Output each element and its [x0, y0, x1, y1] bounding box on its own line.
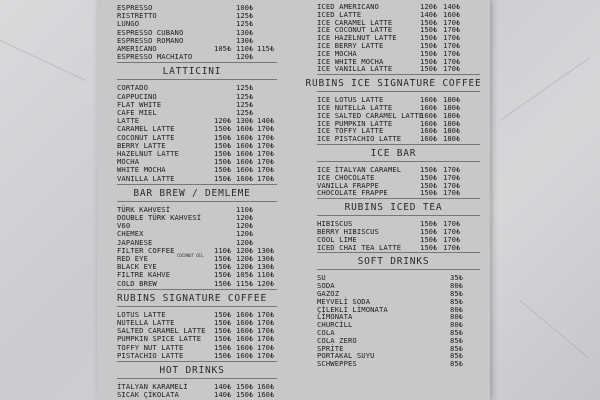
- section-divider: [317, 215, 480, 216]
- menu-item-name: CARAMEL LATTE: [117, 124, 175, 134]
- menu-item-price: 170₺: [257, 334, 275, 344]
- menu-item-price: 180₺: [443, 103, 461, 112]
- menu-item-name: V60: [117, 221, 131, 231]
- menu-item-price: 160₺: [420, 126, 438, 136]
- menu-item-price: 150₺: [214, 149, 232, 158]
- menu-item-name: COLD BREW: [117, 278, 157, 288]
- menu-item-name: ICE PISTACHIO LATTE: [317, 134, 402, 144]
- menu-item-price: 120₺: [214, 116, 232, 126]
- menu-item-name: CHOCOLATE FRAPPE: [317, 188, 388, 198]
- menu-item-price: 150₺: [420, 33, 438, 43]
- menu-item-price: 160₺: [236, 140, 254, 150]
- menu-item-price: 180₺: [443, 95, 461, 105]
- menu-item-price: 160₺: [236, 309, 254, 319]
- menu-item-name: CHURCİLL: [317, 320, 353, 330]
- menu-item-price: 160₺: [236, 326, 254, 336]
- menu-item-name: FLAT WHITE: [117, 99, 162, 109]
- menu-item-name: FILTER COFFEE: [117, 245, 175, 255]
- menu-item-price: 120₺: [236, 254, 254, 263]
- menu-item: [117, 390, 287, 399]
- menu-item-name: PORTAKAL SUYU: [317, 351, 375, 361]
- menu-item-name: CAFE MIEL: [117, 108, 157, 117]
- menu-item-price: 110₺: [214, 245, 232, 255]
- menu-item-name: VANILLA FRAPPE: [317, 180, 379, 190]
- menu-item-price: 140₺: [443, 2, 461, 11]
- menu-item-price: 85₺: [450, 351, 463, 361]
- menu-item-price: 150₺: [214, 334, 232, 344]
- menu-item-price: 150₺: [420, 227, 438, 236]
- menu-item-name: ICE BERRY LATTE: [317, 41, 384, 50]
- menu-item-price: 120₺: [257, 278, 275, 288]
- menu-item-name: SICAK ÇİKOLATA: [117, 390, 179, 400]
- menu-item-name: ICE MOCHA: [317, 48, 357, 58]
- menu-item-name: LATTE: [117, 116, 140, 126]
- menu-item-name: COCONUT LATTE: [117, 132, 175, 142]
- menu-item-name: COLA ZERO: [317, 335, 357, 345]
- marble-vein: [500, 57, 591, 121]
- menu-item-price: 180₺: [443, 110, 461, 120]
- menu-item-price: 170₺: [443, 188, 461, 198]
- menu-item-name: ICE COCONUT LATTE: [317, 25, 393, 35]
- menu-item-price: 150₺: [214, 309, 232, 319]
- menu-item-price: 150₺: [214, 278, 232, 288]
- menu-item-price: 150₺: [420, 234, 438, 244]
- section-title: SOFT DRINKS: [357, 256, 430, 268]
- menu-item-price: 150₺: [420, 172, 438, 182]
- menu-item-name: WHITE MOCHA: [117, 165, 166, 175]
- menu-item-price: 80₺: [450, 281, 463, 291]
- menu-item-price: 85₺: [450, 296, 463, 306]
- menu-item-price: 150₺: [214, 350, 232, 360]
- menu-item: [317, 188, 490, 197]
- menu-item-price: 130₺: [257, 262, 275, 272]
- section-divider: [317, 91, 480, 92]
- menu-item-price: 120₺: [236, 229, 254, 239]
- menu-item-name: VANILLA LATTE: [117, 173, 175, 183]
- marble-vein: [0, 40, 86, 81]
- menu-item-price: 150₺: [420, 219, 438, 229]
- menu-item-price: 150₺: [214, 165, 232, 175]
- menu-item-price: 160₺: [236, 318, 254, 327]
- menu-item-price: 170₺: [443, 56, 461, 66]
- menu-item-price: 160₺: [443, 9, 461, 19]
- menu-item-price: 150₺: [420, 25, 438, 35]
- menu-item: [117, 279, 287, 288]
- menu-item: [117, 351, 287, 360]
- menu-item-name: ICE CHOCOLATE: [317, 172, 375, 182]
- menu-item-price: 170₺: [443, 242, 461, 252]
- menu-item-name: İTALYAN KARAMELİ: [117, 382, 188, 391]
- section-divider: [117, 62, 277, 63]
- menu-item-price: 105₺: [236, 270, 254, 280]
- menu-item-price: 170₺: [443, 33, 461, 43]
- menu-item-price: 160₺: [236, 149, 254, 158]
- menu-item-price: 160₺: [420, 95, 438, 105]
- menu-item-price: 130₺: [236, 35, 254, 45]
- menu-item-price: 150₺: [214, 140, 232, 150]
- menu-item-price: 170₺: [443, 165, 461, 174]
- section-divider: [317, 161, 480, 162]
- menu-item-price: 160₺: [236, 124, 254, 134]
- menu-item-price: 150₺: [420, 165, 438, 174]
- menu-item-name: ESPRESSO: [117, 3, 153, 12]
- menu-item-price: 150₺: [420, 41, 438, 50]
- menu-item-name: COOL LIME: [317, 234, 357, 244]
- menu-item-name: TÜRK KAHVESİ: [117, 204, 171, 214]
- menu-item-price: 150₺: [420, 188, 438, 198]
- section-divider: [317, 144, 480, 145]
- menu-sheet: [97, 0, 490, 400]
- section-divider: [317, 252, 480, 253]
- menu-item-price: 170₺: [443, 48, 461, 58]
- section-title: RUBINS SIGNATURE COFFEE: [117, 292, 267, 304]
- menu-item-price: 120₺: [236, 262, 254, 272]
- menu-item-price: 160₺: [236, 157, 254, 167]
- menu-item-name: PUMPKIN SPICE LATTE: [117, 334, 202, 344]
- menu-item-price: 170₺: [257, 309, 275, 319]
- menu-item-name: MEYVELİ SODA: [317, 296, 371, 306]
- menu-item-name: RISTRETTO: [117, 11, 157, 21]
- menu-item: [117, 174, 287, 183]
- menu-item-price: 160₺: [420, 134, 438, 144]
- menu-item-price: 140₺: [257, 116, 275, 126]
- section-divider: [317, 198, 480, 199]
- menu-item-price: 150₺: [214, 124, 232, 134]
- menu-item-price: 150₺: [214, 262, 232, 272]
- menu-item-name: CAPPUCINO: [117, 91, 157, 101]
- menu-item-price: 170₺: [443, 17, 461, 27]
- menu-item-price: 160₺: [236, 132, 254, 142]
- menu-item-price: 150₺: [420, 242, 438, 252]
- menu-item-price: 125₺: [236, 19, 254, 29]
- menu-item-name: HIBISCUS: [317, 219, 353, 229]
- menu-item-price: 170₺: [443, 41, 461, 50]
- menu-item-name: TOFFY NUT LATTE: [117, 342, 184, 352]
- menu-item-name: ICE HAZELNUT LATTE: [317, 33, 397, 43]
- menu-item-name: ICE NUTELLA LATTE: [317, 103, 393, 112]
- menu-item-price: 85₺: [450, 359, 463, 369]
- menu-item-price: 100₺: [236, 3, 254, 12]
- menu-item-price: 130₺: [257, 254, 275, 263]
- menu-item-name: ICE İTALYAN CARAMEL: [317, 165, 402, 174]
- menu-item-name: ÇİLEKLİ LİMONATA: [317, 304, 388, 314]
- menu-item-price: 160₺: [236, 342, 254, 352]
- menu-item-price: 160₺: [236, 334, 254, 344]
- menu-item-name: FILTRE KAHVE: [117, 270, 171, 280]
- menu-item-price: 160₺: [420, 110, 438, 120]
- menu-item-price: 170₺: [257, 326, 275, 336]
- menu-item-price: 150₺: [214, 318, 232, 327]
- menu-item-price: 150₺: [214, 326, 232, 336]
- menu-item-price: 170₺: [257, 140, 275, 150]
- menu-item: [317, 359, 490, 368]
- menu-item-price: 150₺: [214, 342, 232, 352]
- menu-item-price: 85₺: [450, 343, 463, 353]
- menu-item-name: PISTACHIO LATTE: [117, 350, 184, 360]
- menu-item-name: ICE WHITE MOCHA: [317, 56, 384, 66]
- menu-item-price: 85₺: [450, 289, 463, 298]
- menu-item-name: SPRİTE: [317, 343, 344, 353]
- menu-item-name: BERRY HIBISCUS: [317, 227, 379, 236]
- marble-vein: [520, 300, 590, 359]
- menu-item-name: BLACK EYE: [117, 262, 157, 272]
- menu-item-price: 125₺: [236, 83, 254, 93]
- menu-item-price: 125₺: [236, 91, 254, 101]
- menu-item-name: NUTELLA LATTE: [117, 318, 175, 327]
- menu-item-name: ESPRESSO ROMANO: [117, 35, 184, 45]
- section-divider: [117, 289, 277, 290]
- menu-item-price: 125₺: [236, 108, 254, 117]
- menu-item-name: ICE SALTED CARAMEL LATTE: [317, 110, 424, 120]
- menu-item-price: 170₺: [257, 165, 275, 175]
- menu-item-price: 180₺: [443, 118, 461, 128]
- menu-item-price: 120₺: [236, 52, 254, 62]
- menu-item-name: JAPANESE: [117, 237, 153, 247]
- menu-item-name: ESPRESSO CUBANO: [117, 27, 184, 37]
- menu-item-name: ICE TOFFY LATTE: [317, 126, 384, 136]
- menu-item-price: 170₺: [257, 342, 275, 352]
- menu-item-name: AMERICANO: [117, 44, 157, 53]
- menu-item-price: 150₺: [420, 17, 438, 27]
- section-title: LATTICINI: [162, 66, 222, 78]
- menu-item-price: 150₺: [236, 390, 254, 400]
- menu-item-price: 80₺: [450, 312, 463, 322]
- menu-item-price: 110₺: [236, 44, 254, 53]
- menu-item-price: 170₺: [257, 124, 275, 134]
- menu-item: [317, 134, 490, 143]
- menu-item-price: 170₺: [257, 149, 275, 158]
- menu-item-price: 140₺: [214, 390, 232, 400]
- menu-item-price: 115₺: [257, 44, 275, 53]
- menu-item-price: 80₺: [450, 304, 463, 314]
- menu-item-name: ICE CARAMEL LATTE: [317, 17, 393, 27]
- menu-item-price: 170₺: [443, 234, 461, 244]
- menu-item-price: 150₺: [420, 64, 438, 74]
- menu-item-price: 170₺: [443, 25, 461, 35]
- menu-item-name: DOUBLE TÜRK KAHVESİ: [117, 213, 202, 222]
- menu-item-price: 160₺: [236, 350, 254, 360]
- section-divider: [117, 361, 277, 362]
- menu-item-name: SALTED CARAMEL LATTE: [117, 326, 206, 336]
- menu-item-name: CORTADO: [117, 83, 148, 93]
- menu-item-price: 120₺: [236, 221, 254, 231]
- menu-item-price: 160₺: [257, 382, 275, 391]
- section-divider: [117, 378, 277, 379]
- menu-item-name: SODA: [317, 281, 335, 291]
- section-divider: [117, 79, 277, 80]
- coconut-oil-note: COCONUT OIL: [177, 252, 204, 258]
- menu-item-price: 85₺: [450, 328, 463, 337]
- menu-item-price: 170₺: [257, 132, 275, 142]
- menu-item-price: 170₺: [257, 173, 275, 183]
- menu-item-price: 170₺: [443, 227, 461, 236]
- section-title: BAR BREW / DEMLEME: [133, 187, 251, 199]
- menu-item-price: 150₺: [214, 254, 232, 263]
- menu-item-price: 150₺: [420, 56, 438, 66]
- menu-item-price: 140₺: [420, 9, 438, 19]
- menu-item-price: 170₺: [257, 157, 275, 167]
- menu-item-price: 160₺: [257, 390, 275, 400]
- menu-item-price: 170₺: [443, 64, 461, 74]
- menu-item-name: COLA: [317, 328, 335, 337]
- menu-item-name: MOCHA: [117, 157, 140, 167]
- menu-item-name: LİMONATA: [317, 312, 353, 322]
- menu-item-name: ICE PUMPKIN LATTE: [317, 118, 393, 128]
- menu-item-price: 125₺: [236, 99, 254, 109]
- section-divider: [317, 269, 480, 270]
- menu-item-price: 150₺: [214, 157, 232, 167]
- menu-item-price: 150₺: [214, 173, 232, 183]
- menu-item: [317, 243, 490, 252]
- menu-item-name: ICED LATTE: [317, 9, 362, 19]
- menu-item-price: 150₺: [420, 180, 438, 190]
- menu-item-name: GAZOZ: [317, 289, 340, 298]
- menu-item-price: 120₺: [420, 2, 438, 11]
- menu-item-price: 170₺: [443, 172, 461, 182]
- menu-item-name: RED EYE: [117, 254, 148, 263]
- menu-item-price: 120₺: [236, 237, 254, 247]
- menu-item-price: 130₺: [257, 245, 275, 255]
- menu-item-name: SCHWEPPES: [317, 359, 357, 369]
- menu-item-price: 150₺: [236, 382, 254, 391]
- menu-item-price: 110₺: [236, 204, 254, 214]
- menu-item-price: 180₺: [443, 134, 461, 144]
- section-title: HOT DRINKS: [159, 365, 225, 376]
- menu-item-name: CHEMEX: [117, 229, 144, 239]
- menu-item-name: HAZELNUT LATTE: [117, 149, 179, 158]
- menu-item-price: 130₺: [236, 27, 254, 37]
- menu-item-price: 105₺: [214, 44, 232, 53]
- section-title: RUBINS ICE SIGNATURE COFFEE: [305, 78, 482, 90]
- menu-item-price: 110₺: [257, 270, 275, 280]
- menu-item-name: ICED AMERICANO: [317, 2, 379, 11]
- menu-item-name: ICE LOTUS LATTE: [317, 95, 384, 105]
- menu-item-price: 35₺: [450, 273, 463, 283]
- menu-item-name: ICED CHAI TEA LATTE: [317, 242, 402, 252]
- menu-item-price: 125₺: [236, 11, 254, 21]
- menu-item-price: 130₺: [236, 116, 254, 126]
- menu-item-price: 140₺: [214, 382, 232, 391]
- section-divider: [117, 201, 277, 202]
- section-title: ICE BAR: [370, 148, 417, 159]
- menu-item: [117, 52, 287, 61]
- menu-item-name: LUNGO: [117, 19, 140, 29]
- section-divider: [117, 184, 277, 185]
- menu-item-price: 160₺: [420, 118, 438, 128]
- menu-item: [317, 64, 490, 73]
- menu-item-price: 150₺: [420, 48, 438, 58]
- menu-item-price: 160₺: [236, 165, 254, 175]
- menu-item-price: 170₺: [443, 180, 461, 190]
- menu-item-price: 180₺: [443, 126, 461, 136]
- menu-item-price: 120₺: [236, 245, 254, 255]
- section-title: RUBINS ICED TEA: [344, 202, 443, 214]
- section-divider: [117, 306, 277, 307]
- menu-item-price: 85₺: [450, 335, 463, 345]
- menu-item-price: 160₺: [420, 103, 438, 112]
- menu-item-name: ESPRESSO MACHIATO: [117, 52, 193, 62]
- menu-item-price: 120₺: [236, 213, 254, 222]
- menu-item-price: 115₺: [236, 278, 254, 288]
- menu-item-price: 170₺: [257, 318, 275, 327]
- section-divider: [317, 74, 480, 75]
- menu-item-price: 170₺: [443, 219, 461, 229]
- menu-item-name: LOTUS LATTE: [117, 309, 166, 319]
- menu-item-name: ICE VANILLA LATTE: [317, 64, 393, 74]
- menu-item-name: BERRY LATTE: [117, 140, 166, 150]
- menu-item-name: SU: [317, 273, 326, 283]
- menu-item-price: 150₺: [214, 270, 232, 280]
- menu-item-price: 160₺: [236, 173, 254, 183]
- menu-item-price: 170₺: [257, 350, 275, 360]
- menu-item-price: 150₺: [214, 132, 232, 142]
- menu-item-price: 80₺: [450, 320, 463, 330]
